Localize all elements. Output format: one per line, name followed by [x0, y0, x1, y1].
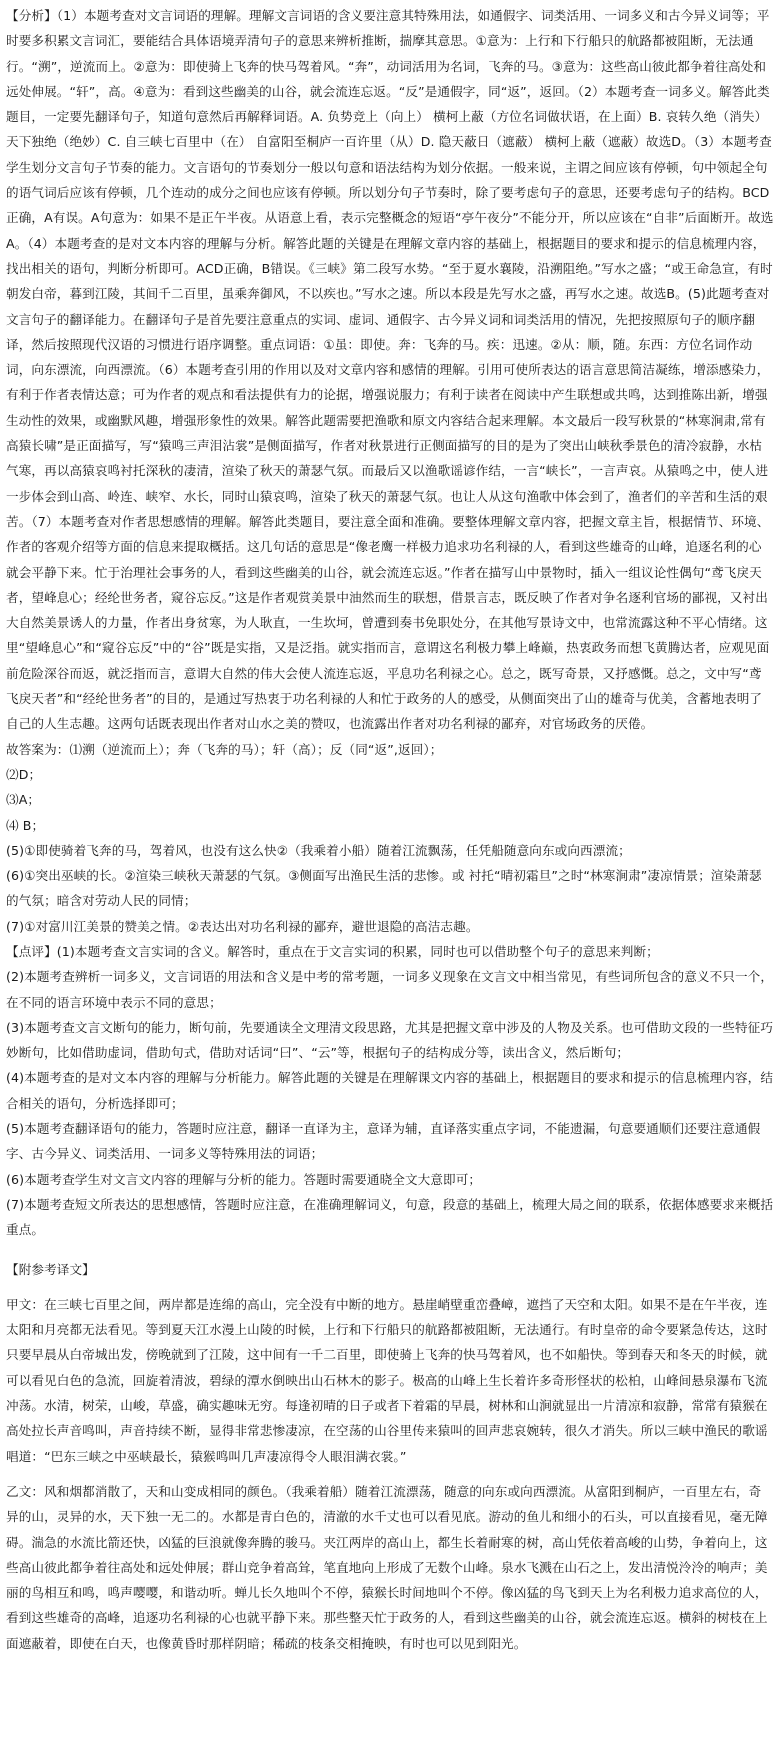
answer-line: ⑵D； — [6, 766, 42, 782]
translation-jia: 甲文：在三峡七百里之间，两岸都是连绵的高山，完全没有中断的地方。悬崖峭壁重峦叠嶂，遮挡了天空和太阳。如果不是在午半夜，连太阳和月亮都无法看见。等到夏天江水漫上山陵的时候，上行和下行船只的航路都被阻断，无法通行。有时皇帝的命令要紧急传达，这时只要早晨从白帝城出发，傍晚就到了江陵，这中间有一千二百里，即使骑上飞奔的快马驾着风，也不如船快。等到春天和冬天的时候，就可以看见白色的急流，回旋着清波，碧绿的潭水倒映出山石林木的影子。极高的山峰上生长着许多奇形怪状的松柏，山峰间悬泉瀑布飞流冲荡。水清，树荣，山峻，草盛，确实趣味无穷。每逢初晴的日子或者下着霜的早晨，树林和山涧就显出一片清凉和寂静，常常有猿猴在高处拉长声音鸣叫，声音持续不断，显得非常悲惨凄凉，在空荡的山谷里传来猿叫的回声悲哀婉转，很久才消失。所以三峡中渔民的歌谣唱道：“巴东三峡之中巫峡最长，猿猴鸣叫几声凄凉得令人眼泪满衣裳。” — [6, 1296, 768, 1464]
comment-line: (6)本题考查学生对文言文内容的理解与分析的能力。答题时需要通晓全文大意即可； — [6, 1171, 482, 1187]
comment-line: (7)本题考查短文所表达的思想感情，答题时应注意，在准确理解词义，句意，段意的基础上，梳理大局之间的联系，依据体感要求来概括重点。 — [6, 1196, 774, 1238]
translation-section — [6, 1257, 774, 1656]
analysis-label: 【分析】 — [6, 8, 57, 23]
comment-line: (5)本题考查翻译语句的能力，答题时应注意，翻译一直译为主，意译为辅，直译落实重点字词，不能遗漏，句意要通顺们还要注意通假字、古今异义、词类活用、一词多义等特殊用法的词语； — [6, 1121, 761, 1162]
spacer — [6, 1469, 774, 1479]
analysis-section — [6, 3, 774, 737]
comment-line: (2)本题考查辨析一词多义，文言词语的用法和含义是中考的常考题，一词多义现象在文言文中相当常见，有些词所包含的意义不只一个，在不同的语言环境中表示不同的意思； — [6, 969, 774, 1010]
analysis-paragraph — [6, 3, 774, 737]
comments-section — [6, 939, 774, 1243]
answer-line: (7)①对富川江美景的赞美之情。②表达出对功名利禄的鄙弃，避世退隐的高洁志趣。 — [6, 918, 479, 934]
spacer — [6, 1243, 774, 1257]
answer-line: (5)①即使骑着飞奔的马，驾着风，也没有这么快②（我乘着小船）随着江流飘荡，任凭船随意向东或向西漂流； — [6, 842, 631, 858]
spacer — [6, 1282, 774, 1292]
answer-line: (6)①突出巫峡的长。②渲染三峡秋天萧瑟的气氛。③侧面写出渔民生活的悲惨。或 衬托“晴初霜旦”之时“林寒涧肃”凄凉情景；渲染萧瑟的气氛；暗含对劳动人民的同情； — [6, 868, 762, 909]
translation-label: 【附参考译文】 — [6, 1261, 95, 1277]
analysis-text: （1）本题考查对文言词语的理解。理解文言词语的含义要注意其特殊用法，如通假字、词类活用、一词多义和古今异义词等；平时要多积累文言词汇，要能结合具体语境弄清句子的意思来辨析推断，揣摩其意思。①意为：上行和下行船只的航路都被阻断，无法通行。“溯”，逆流而上。②意为：即使骑上飞奔的快马驾着风。“奔”，动词活用为名词，飞奔的马。③意为：这些高山彼此都争着往高处和远处伸展。“轩”，高。④意为：看到这些幽美的山谷，就会流连忘返。“反”是通假字，同“返”，返回。（2）本题考查一词多义。解答此类题目，一定要先翻译句子，知道句意然后再解释词语。A. 负势竞上（向上） 横柯上蔽（方位名词做状语，在上面）B. 哀转久绝（消失） 天下独绝（绝妙）C. 自三峡七百里中（在） 自富阳至桐庐一百许里（从）D. 隐天蔽日（遮蔽） 横柯上蔽（遮蔽）故选D。（3）本题考查学生划分文言句子节奏的能力。文言语句的节奏划分一般以句意和语法结构为划分依据。一般来说，主谓之间应该有停顿，句中领起全句的语气词后应该有停顿，几个连动的成分之间也应该有停顿。所以划分句子节奏时，除了要考虑句子的意思，还要考虑句子的结构。BCD正确，A有误。A句意为：如果不是正午半夜。从语意上看，表示完整概念的短语“亭午夜分”不能分开，所以应该在“自非”后面断开。故选A。（4）本题考查的是对文本内容的理解与分析。解答此题的关键是在理解文章内容的基础上，根据题目的要求和提示的信息梳理内容，找出相关的语句，判断分析即可。ACD正确，B错误。《三峡》第二段写水势。“至于夏水襄陵，沿溯阻绝。”写水之盛；“或王命急宣，有时朝发白帝，暮到江陵，其间千二百里，虽乘奔御风，不以疾也。”写水之速。所以本段是先写水之盛，再写水之速。故选B。(5)此题考查对文言句子的翻译能力。在翻译句子是首先要注意重点的实词、虚词、通假字、古今异义词和词类活用的情况，先把按照原句子的顺序翻译，然后按照现代汉语的习惯进行语序调整。重点词语：①虽：即使。奔：飞奔的马。疾：迅速。②从：顺，随。东西：方位名词作动词，向东漂流，向西漂流。（6）本题考查引用的作用以及对文章内容和感情的理解。引用可使所表达的语言意思简洁凝练，增添感染力，有利于作者表情达意；可为作者的观点和看法提供有力的论据，增强说服力；有利于读者在阅读中产生联想或共鸣，达到推陈出新，增强生动性的效果，或幽默风趣，增强形象性的效果。解答此题需要把渔歌和原文内容结合起来理解。本文最后一段写秋景的“林寒涧肃,常有高猿长啸”是正面描写，写“猿鸣三声泪沾裳”是侧面描写，作者对秋景进行正侧面描写的目的是为了突出山峡秋季景色的清冷寂静，水枯气寒，再以高猿哀鸣衬托深秋的凄清，渲染了秋天的萧瑟气氛。而最后又以渔歌谣谚作结，一言“峡长”，一言声哀。从猿鸣之中，使人进一步体会到山高、岭连、峡窄、水长，同时山猿哀鸣，渲染了秋天的萧瑟气氛。也让人从这句渔歌中体会到了，渔者们的辛苦和生活的艰苦。（7）本题考查对作者思想感情的理解。解答此类题目，要注意全面和准确。要整体理解文章内容，把握文章主旨，根据情节、环境、作者的客观介绍等方面的信息来提取概括。这几句话的意思是“像老鹰一样极力追求功名利禄的人，看到这些雄奇的山峰，追逐名利的心就会平静下来。忙于治理社会事务的人，看到这些幽美的山谷，就会流连忘返。”作者在描写山中景物时，插入一组议论性偶句“鸢飞戾天者，望峰息心；经纶世务者，窥谷忘反。”这是作者观赏美景中油然而生的联想，借景言志，既反映了作者对争名逐利官场的鄙视，又衬出大自然美景诱人的力量，作者出身贫寒，为人耿直，一生坎坷，曾遭到奏书免职处分，在其他写景诗文中，也常流露这种不平心情绪。这里“望峰息心”和“窥谷忘反”中的“谷”既是实指，又是泛指。就实指而言，意谓这名利极力攀上峰巅，热衷政务而想飞黄腾达者，应观见面前危险深谷而返，就泛指而言，意谓大自然的伟大会使人流连忘返，平息功名利禄之心。总之，既写奇景，又抒感慨。总之，文中写“鸢飞戾天者”和“经纶世务者”的目的，是通过写热衷于功名利禄的人和忙于政务的人的感受，从侧面突出了山的雄奇与优美，含蓄地表明了自己的人生志趣。这两句话既表现出作者对山水之美的赞叹，也流露出作者对功名利禄的鄙弃，对官场政务的厌倦。 — [6, 8, 774, 732]
answer-line: ⑶A； — [6, 792, 41, 808]
answer-line: ⑷ B； — [6, 817, 45, 833]
answers-section — [6, 737, 774, 939]
comment-line: (4)本题考查的是对文本内容的理解与分析能力。解答此题的关键是在理解课文内容的基础上，根据题目的要求和提示的信息梳理内容，结合相关的语句，分析选择即可； — [6, 1070, 774, 1111]
comment-text: (1)本题考查文言实词的含义。解答时，重点在于文言实词的积累，同时也可以借助整个句子的意思来判断； — [56, 943, 659, 959]
comment-line — [6, 939, 774, 964]
translation-yi: 乙文：风和烟都消散了，天和山变成相同的颜色。（我乘着船）随着江流漂荡，随意的向东或向西漂流。从富阳到桐庐，一百里左右，奇异的山，灵异的水，天下独一无二的。水都是青白色的，清澈的水千丈也可以看见底。游动的鱼儿和细小的石头，可以直接看见，毫无障碍。湍急的水流比箭还快，凶猛的巨浪就像奔腾的骏马。夹江两岸的高山上，都生长着耐寒的树，高山凭依着高峻的山势，争着向上，这些高山彼此都争着往高处和远处伸展；群山竞争着高耸，笔直地向上形成了无数个山峰。泉水飞溅在山石之上，发出清悦泠泠的响声；美丽的鸟相互和鸣，鸣声嘤嘤，和谐动听。蝉儿长久地叫个不停，猿猴长时间地叫个不停。像凶猛的鸟飞到天上为名利极力追求高位的人，看到这些雄奇的高峰，追逐功名利禄的心也就平静下来。那些整天忙于政务的人，看到这些幽美的山谷，就会流连忘返。横斜的树枝在上面遮蔽着，即使在白天，也像黄昏时那样阴暗；稀疏的枝条交相掩映，有时也可以见到阳光。 — [6, 1483, 768, 1651]
answer-line: 故答案为：⑴溯（逆流而上）；奔（飞奔的马）；轩（高）；反（同“返”,返回）； — [6, 741, 443, 757]
comments-label: 【点评】 — [6, 943, 57, 959]
comment-line: (3)本题考查文言文断句的能力，断句前，先要通读全文理清文段思路，尤其是把握文章中涉及的人物及关系。也可借助文段的一些特征巧妙断句，比如借助虚词，借助句式，借助对话词“曰”、“云”等，根据句子的结构成分等，读出含义，然后断句； — [6, 1019, 774, 1061]
